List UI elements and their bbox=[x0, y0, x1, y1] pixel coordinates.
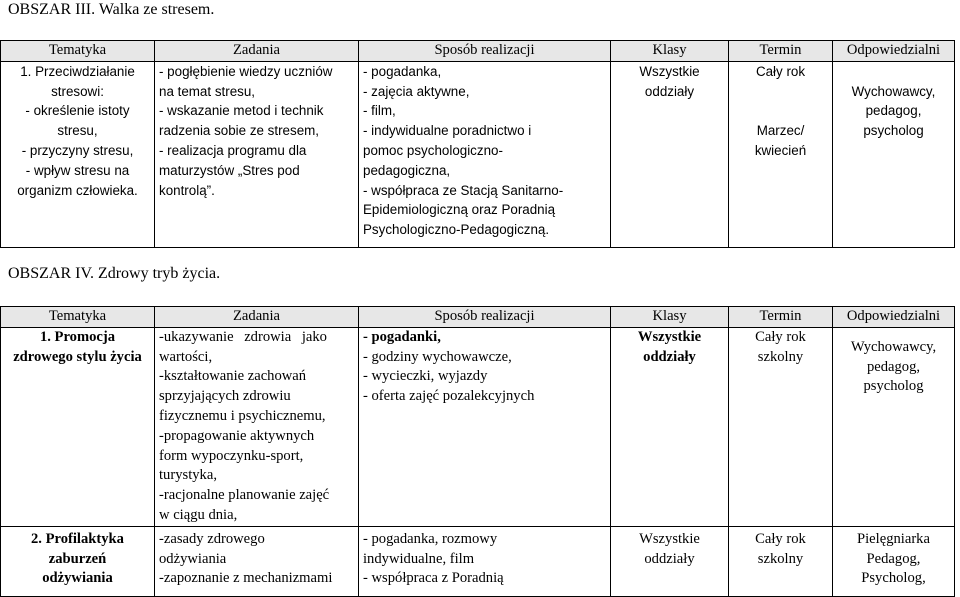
cell-sposob-realizacji bbox=[359, 327, 611, 526]
text-line: pedagogiczna, bbox=[363, 162, 451, 178]
text-line: Wszystkie bbox=[639, 63, 700, 79]
text-line: -kształtowanie zachowań bbox=[159, 368, 307, 385]
text-line: oddziały bbox=[644, 550, 695, 567]
text-line: kwiecień bbox=[754, 142, 807, 158]
section-3-title: OBSZAR III. Walka ze stresem. bbox=[8, 1, 215, 18]
text-line: Psycholog, bbox=[861, 570, 926, 587]
text-line: Marzec/ bbox=[756, 123, 805, 139]
text-line: - oferta zajęć pozalekcyjnych bbox=[363, 388, 535, 405]
text-line: - film, bbox=[363, 103, 396, 119]
text-line: szkolny bbox=[757, 348, 804, 365]
text-line: Wychowawcy, bbox=[851, 83, 936, 99]
cell-klasy bbox=[611, 61, 729, 247]
cell-tematyka bbox=[1, 61, 155, 247]
header-odpowiedzialni: Odpowiedzialni bbox=[833, 41, 955, 62]
text-line: stresu, bbox=[57, 123, 98, 139]
cell-klasy bbox=[611, 526, 729, 596]
text-line: na temat stresu, bbox=[159, 83, 256, 99]
section-4-table bbox=[0, 306, 955, 597]
text-line: - zajęcia aktywne, bbox=[363, 83, 470, 99]
header-sposob-realizacji: Sposób realizacji bbox=[359, 41, 611, 62]
text-line: Cały rok bbox=[755, 63, 806, 79]
text-line: Wszystkie bbox=[637, 328, 702, 345]
text-line: 1. Przeciwdziałanie bbox=[20, 63, 135, 79]
text-line: fizycznemu i psychicznemu, bbox=[159, 407, 326, 424]
text-line: wartości, bbox=[159, 348, 213, 365]
cell-sposob-realizacji bbox=[359, 61, 611, 247]
cell-tematyka bbox=[1, 327, 155, 526]
text-line: Pedagog, bbox=[866, 550, 921, 567]
table-row bbox=[1, 61, 955, 247]
cell-zadania bbox=[155, 61, 359, 247]
text-line: turystyka, bbox=[159, 467, 217, 484]
text-line: - określenie istoty bbox=[25, 103, 130, 119]
cell-termin bbox=[729, 526, 833, 596]
text-line: indywidualne, film bbox=[363, 550, 475, 567]
header-sposob-realizacji: Sposób realizacji bbox=[359, 307, 611, 328]
cell-termin bbox=[729, 327, 833, 526]
text-line: sprzyjających zdrowiu bbox=[159, 388, 291, 405]
text-line: zaburzeń bbox=[48, 550, 107, 567]
text-line: organizm człowieka. bbox=[17, 182, 138, 198]
text-line: - wskazanie metod i technik bbox=[159, 103, 324, 119]
header-termin: Termin bbox=[729, 41, 833, 62]
text-line: odżywiania bbox=[42, 570, 113, 587]
cell-zadania bbox=[155, 526, 359, 596]
header-tematyka: Tematyka bbox=[1, 41, 155, 62]
text-line: oddziały bbox=[644, 83, 695, 99]
text-line: zdrowego stylu życia bbox=[13, 348, 142, 365]
text-line: w ciągu dnia, bbox=[159, 506, 238, 523]
text-line: - pogłębienie wiedzy uczniów bbox=[159, 63, 333, 79]
text-line: - współpraca z Poradnią bbox=[363, 570, 504, 587]
cell-zadania bbox=[155, 327, 359, 526]
header-termin: Termin bbox=[729, 307, 833, 328]
text-line: Epidemiologiczną oraz Poradnią bbox=[363, 202, 556, 218]
text-line: -propagowanie aktywnych bbox=[159, 427, 315, 444]
header-odpowiedzialni: Odpowiedzialni bbox=[833, 307, 955, 328]
cell-odpowiedzialni bbox=[833, 61, 955, 247]
table-row bbox=[1, 327, 955, 526]
cell-odpowiedzialni bbox=[833, 526, 955, 596]
text-line: pedagog, bbox=[866, 358, 921, 375]
text-line: Cały rok bbox=[755, 530, 806, 547]
section-4-title: OBSZAR IV. Zdrowy tryb życia. bbox=[8, 265, 221, 282]
text-line: pomoc psychologiczno- bbox=[363, 142, 503, 158]
text-line: form wypoczynku-sport, bbox=[159, 447, 304, 464]
text-line: radzenia sobie ze stresem, bbox=[159, 123, 320, 139]
text-line: - realizacja programu dla bbox=[159, 142, 307, 158]
cell-klasy bbox=[611, 327, 729, 526]
text-line: - pogadanka, rozmowy bbox=[363, 530, 498, 547]
table-header-row bbox=[1, 307, 955, 328]
text-line: stresowi: bbox=[51, 83, 104, 99]
text-line: Psychologiczno-Pedagogiczną. bbox=[363, 222, 550, 238]
text-line: Cały rok bbox=[755, 328, 806, 345]
text-line: - pogadanka, bbox=[363, 63, 442, 79]
header-zadania: Zadania bbox=[155, 307, 359, 328]
text-line: psycholog bbox=[863, 378, 924, 395]
text-line: Wychowawcy, bbox=[850, 338, 937, 355]
section-3-table bbox=[0, 40, 955, 248]
text-line: - pogadanki, bbox=[363, 328, 441, 345]
text-line: - wycieczki, wyjazdy bbox=[363, 368, 488, 385]
text-line: - godziny wychowawcze, bbox=[363, 348, 512, 365]
text-line: -zapoznanie z mechanizmami bbox=[159, 570, 333, 587]
text-line: - wpływ stresu na bbox=[25, 162, 130, 178]
table-header-row bbox=[1, 41, 955, 62]
text-line: 2. Profilaktyka bbox=[31, 530, 124, 547]
text-line: Wszystkie bbox=[639, 530, 700, 547]
header-tematyka: Tematyka bbox=[1, 307, 155, 328]
text-line: oddziały bbox=[643, 348, 696, 365]
text-line: -zasady zdrowego bbox=[159, 530, 265, 547]
text-line: odżywiania bbox=[159, 550, 227, 567]
header-zadania: Zadania bbox=[155, 41, 359, 62]
text-line: maturzystów „Stres pod bbox=[159, 162, 300, 178]
cell-tematyka bbox=[1, 526, 155, 596]
text-line: Pielęgniarka bbox=[857, 530, 930, 547]
header-klasy: Klasy bbox=[611, 307, 729, 328]
text-line: - indywidualne poradnictwo i bbox=[363, 123, 532, 139]
text-line: - przyczyny stresu, bbox=[21, 142, 134, 158]
cell-termin bbox=[729, 61, 833, 247]
text-line: psycholog bbox=[863, 123, 924, 139]
cell-sposob-realizacji bbox=[359, 526, 611, 596]
text-line: pedagog, bbox=[865, 103, 922, 119]
text-line: -ukazywanie zdrowia jako bbox=[159, 328, 327, 345]
table-row bbox=[1, 526, 955, 596]
text-line: szkolny bbox=[757, 550, 804, 567]
header-klasy: Klasy bbox=[611, 41, 729, 62]
text-line: kontrolą”. bbox=[159, 182, 215, 198]
text-line: -racjonalne planowanie zajęć bbox=[159, 487, 330, 504]
cell-odpowiedzialni bbox=[833, 327, 955, 526]
text-line: 1. Promocja bbox=[39, 328, 116, 345]
text-line: - współpraca ze Stacją Sanitarno- bbox=[363, 182, 564, 198]
